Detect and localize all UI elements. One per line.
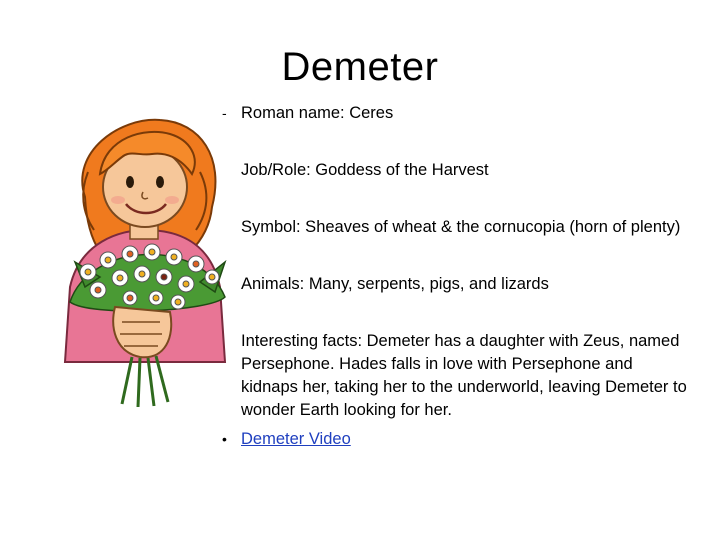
bullet-text: Interesting facts: Demeter has a daughter with Zeus, named Persephone. Hades falls in love with Persephone and kidnaps her, taking her to the underworld, leaving Demeter to wonder Earth looking for her. — [241, 332, 687, 419]
bullet-interesting-facts — [222, 330, 692, 422]
stems — [122, 356, 168, 407]
bullet-video-link — [222, 428, 692, 451]
right-eye — [156, 176, 164, 188]
left-eye — [126, 176, 134, 188]
bullet-list — [222, 102, 692, 451]
bullet-text: Job/Role: Goddess of the Harvest — [241, 161, 489, 179]
bullet-roman-name — [222, 102, 692, 125]
demeter-video-link[interactable]: Demeter Video — [241, 430, 351, 448]
bullet-text: Animals: Many, serpents, pigs, and lizards — [241, 275, 549, 293]
bullet-symbol — [222, 216, 692, 239]
bullet-marker: - — [222, 105, 227, 121]
bullet-animals — [222, 273, 692, 296]
bullet-job-role — [222, 159, 692, 182]
demeter-clipart — [60, 112, 230, 412]
slide-title: Demeter — [281, 45, 439, 89]
bullet-text: Roman name: Ceres — [241, 104, 394, 122]
bullet-text: Symbol: Sheaves of wheat & the cornucopia (horn of plenty) — [241, 218, 681, 236]
bullet-marker: • — [222, 431, 227, 447]
